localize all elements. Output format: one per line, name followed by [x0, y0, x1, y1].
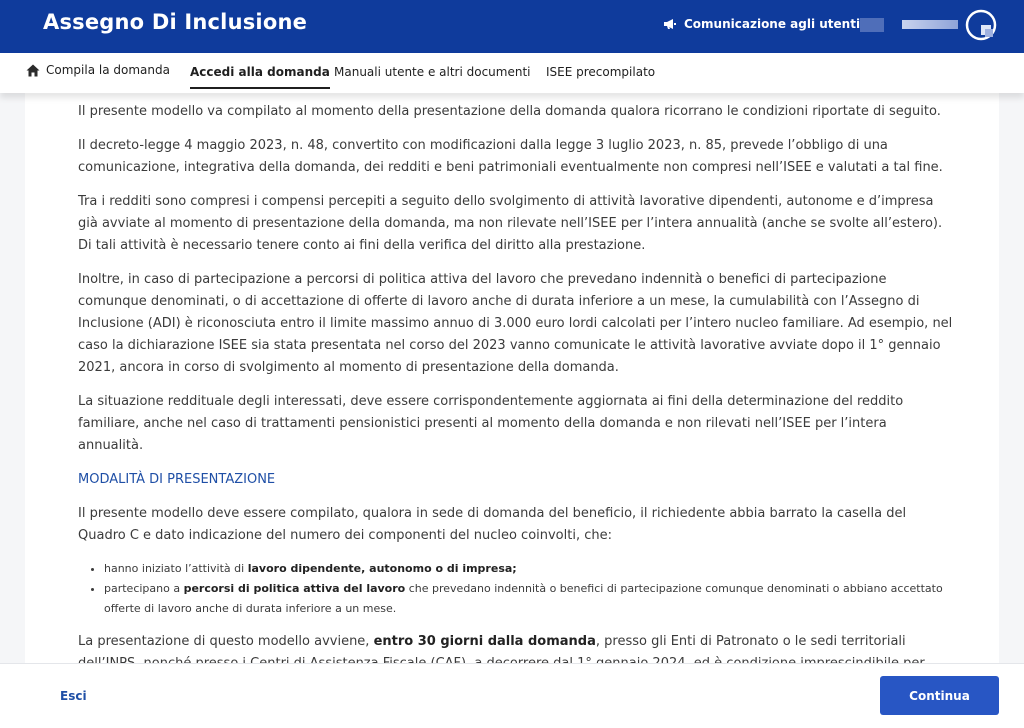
- tab-compila-domanda[interactable]: [26, 63, 170, 77]
- home-icon: [26, 64, 40, 77]
- app-header: [0, 0, 1024, 53]
- megaphone-icon: [663, 18, 677, 30]
- paragraph: Il presente modello va compilato al momento della presentazione della domanda qualora ricorrano le condizioni riportate di seguito.: [78, 104, 941, 119]
- continue-button[interactable]: Continua: [880, 676, 999, 715]
- paragraph: Il presente modello deve essere compilato, qualora in sede di domanda del beneficio, il richiedente abbia barrato la casella del Quadro C e dato indicazione del numero dei componenti del nucleo coinvolti, che:: [78, 506, 907, 543]
- paragraph-bold: entro 30 giorni dalla domanda: [373, 634, 596, 649]
- communication-link[interactable]: [663, 17, 860, 31]
- paragraph: La situazione reddituale degli interessati, deve essere corrispondentemente aggiornata ai fini della determinazione del reddito familiare, anche nel caso di trattamenti pensionistici presenti al momento della domanda e non rilevati nell’ISEE per l’intera annualità.: [78, 394, 904, 453]
- list-item-text: che prevedano indennità o benefici di partecipazione comunque denominati o abbiano accettato offerte di lavoro anche di durata inferiore a un mese.: [104, 582, 943, 615]
- tab-manuali[interactable]: Manuali utente e altri documenti: [334, 65, 531, 79]
- list-item-bold: lavoro dipendente, autonomo o di impresa;: [247, 562, 517, 575]
- list-item-text: hanno iniziato l’attività di: [104, 562, 248, 575]
- user-name-obscured: [902, 20, 958, 29]
- list-item: [104, 579, 953, 619]
- section-title: MODALITÀ DI PRESENTAZIONE: [78, 472, 276, 487]
- footer-bar: [0, 663, 1024, 728]
- user-info-obscured: [860, 18, 884, 32]
- user-avatar-icon[interactable]: [965, 9, 997, 41]
- tab-accedi-domanda[interactable]: Accedi alla domanda: [190, 65, 330, 79]
- conditions-list: [104, 559, 953, 619]
- exit-button[interactable]: Esci: [60, 689, 87, 703]
- communication-label: Comunicazione agli utenti: [684, 17, 861, 31]
- paragraph: Tra i redditi sono compresi i compensi percepiti a seguito dello svolgimento di attività lavorative dipendenti, autonome e d’impresa già avviate al momento di presentazione della domanda, ma non rilevate nell’ISEE per l’intera annualità (anche se svolte all’estero). Di tali attività è necessario tenere conto ai fini della verifica del diritto alla prestazione.: [78, 194, 943, 253]
- paragraph: Inoltre, in caso di partecipazione a percorsi di politica attiva del lavoro che prevedano indennità o benefici di partecipazione comunque denominati, o di accettazione di offerte di lavoro anche di durata inferiore a un mese, la cumulabilità con l’Assegno di Inclusione (ADI) è riconosciuta entro il limite massimo annuo di 3.000 euro lordi calcolati per l’intero nucleo familiare. Ad esempio, nel caso la dichiarazione ISEE sia stata presentata nel corso del 2023 vanno comunicate le attività lavorative avviate dopo il 1° gennaio 2021, ancora in corso di svolgimento al momento di presentazione della domanda.: [78, 272, 953, 375]
- paragraph-text: La presentazione di questo modello avviene,: [78, 634, 374, 649]
- tab-label: Compila la domanda: [46, 63, 170, 77]
- app-title: Assegno Di Inclusione: [43, 10, 308, 34]
- paragraph-text: , presso gli Enti di Patronato o le sedi territoriali: [595, 634, 906, 649]
- main-content[interactable]: [25, 93, 999, 663]
- content-text: [78, 101, 953, 709]
- paragraph: Il decreto-legge 4 maggio 2023, n. 48, convertito con modificazioni dalla legge 3 luglio 2023, n. 85, prevede l’obbligo di una comunicazione, integrativa della domanda, dei redditi e beni patrimoniali eventualmente non compresi nell’ISEE e valutati a tal fine.: [78, 138, 943, 175]
- list-item: [104, 559, 953, 579]
- list-item-text: partecipano a: [104, 582, 184, 595]
- tab-isee-precompilato[interactable]: ISEE precompilato: [546, 65, 656, 79]
- list-item-bold: percorsi di politica attiva del lavoro: [183, 582, 406, 595]
- tab-bar: [0, 53, 1024, 93]
